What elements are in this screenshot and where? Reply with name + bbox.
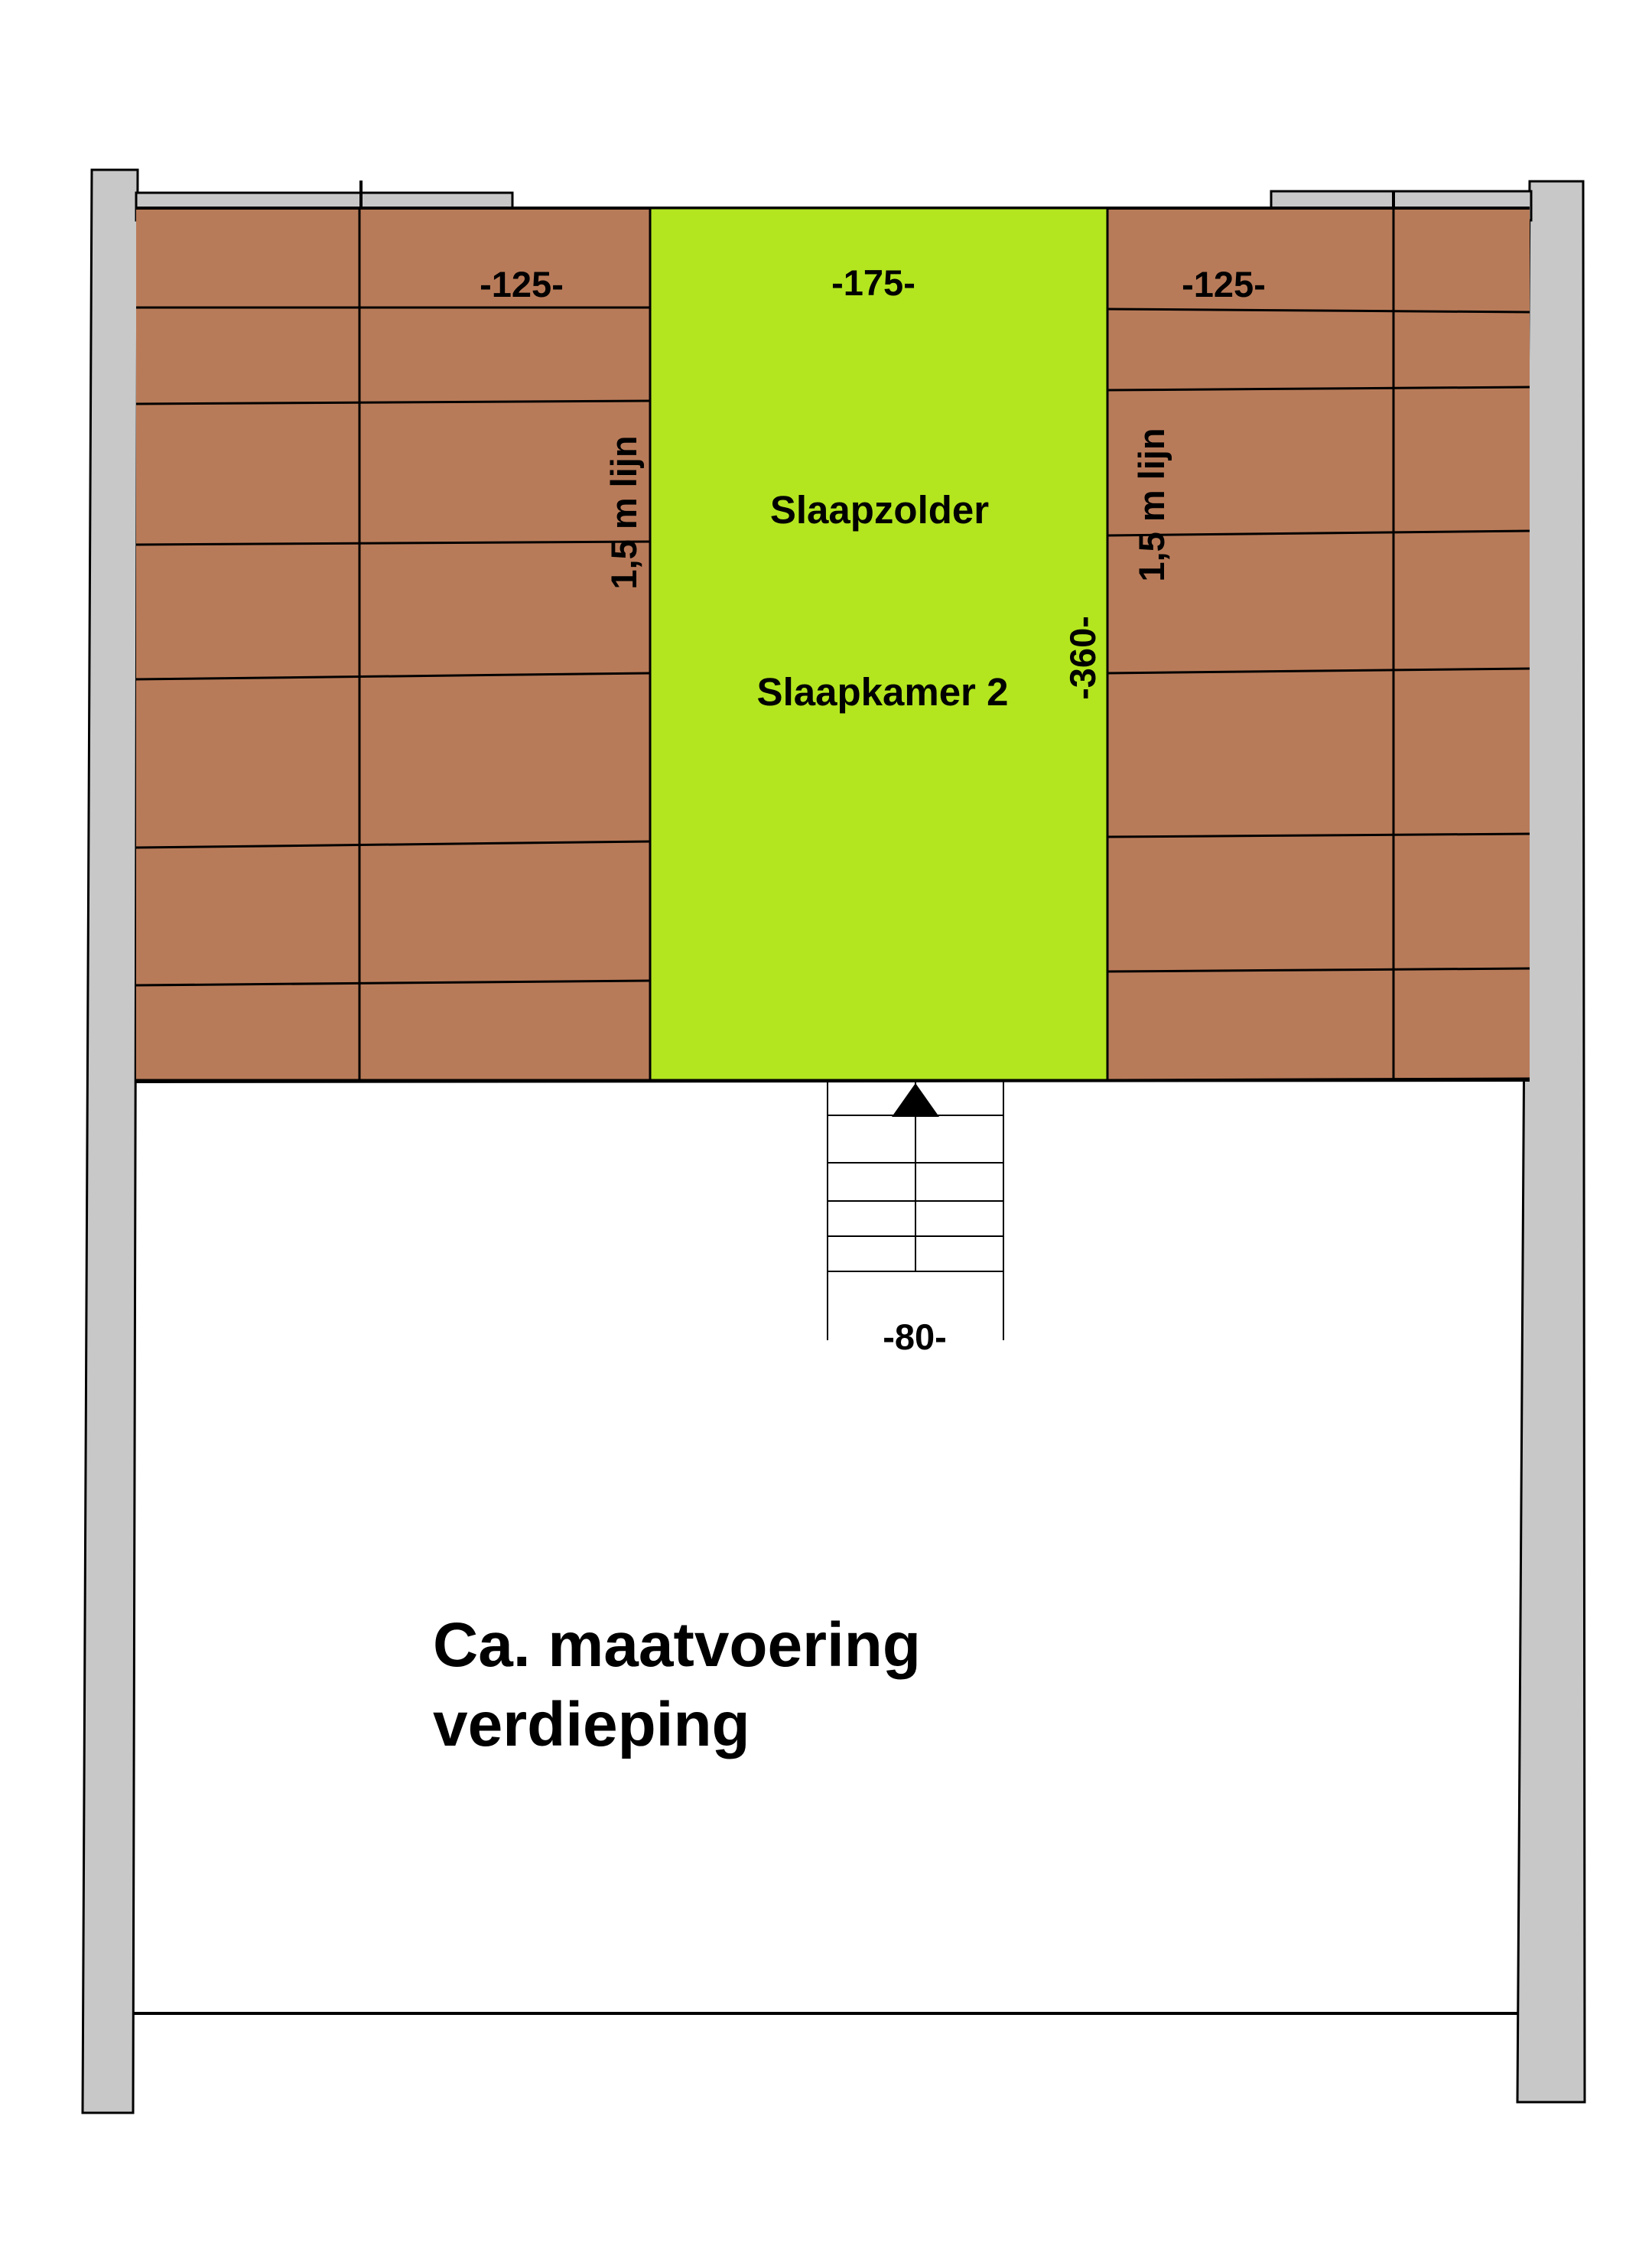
dimension-center-width: -175- [831,262,915,303]
dimension-room-length: -360- [1062,616,1103,700]
height-line-right: 1,5 m lijn [1131,428,1172,582]
left-roof-zone [136,207,650,1080]
room-name-slaapzolder: Slaapzolder [769,488,990,532]
triangle-up-icon [892,1083,939,1117]
right-roof-zone [1107,207,1530,1080]
left-wall [83,170,138,2113]
plan-title-line-2: verdieping [433,1690,750,1759]
left-roof-fill [136,207,650,1080]
dimension-left-width: -125- [480,264,564,304]
dimension-right-width: -125- [1182,264,1266,304]
right-roof-fill [1107,207,1530,1080]
dimension-stair-width: -80- [883,1317,947,1357]
stairs [828,1082,1003,1340]
room-name-slaapkamer-2: Slaapkamer 2 [756,670,1009,714]
room-slaapzolder [650,208,1107,1080]
plan-title-line-1: Ca. maatvoering [433,1610,921,1680]
height-line-left: 1,5 m lijn [603,435,644,590]
